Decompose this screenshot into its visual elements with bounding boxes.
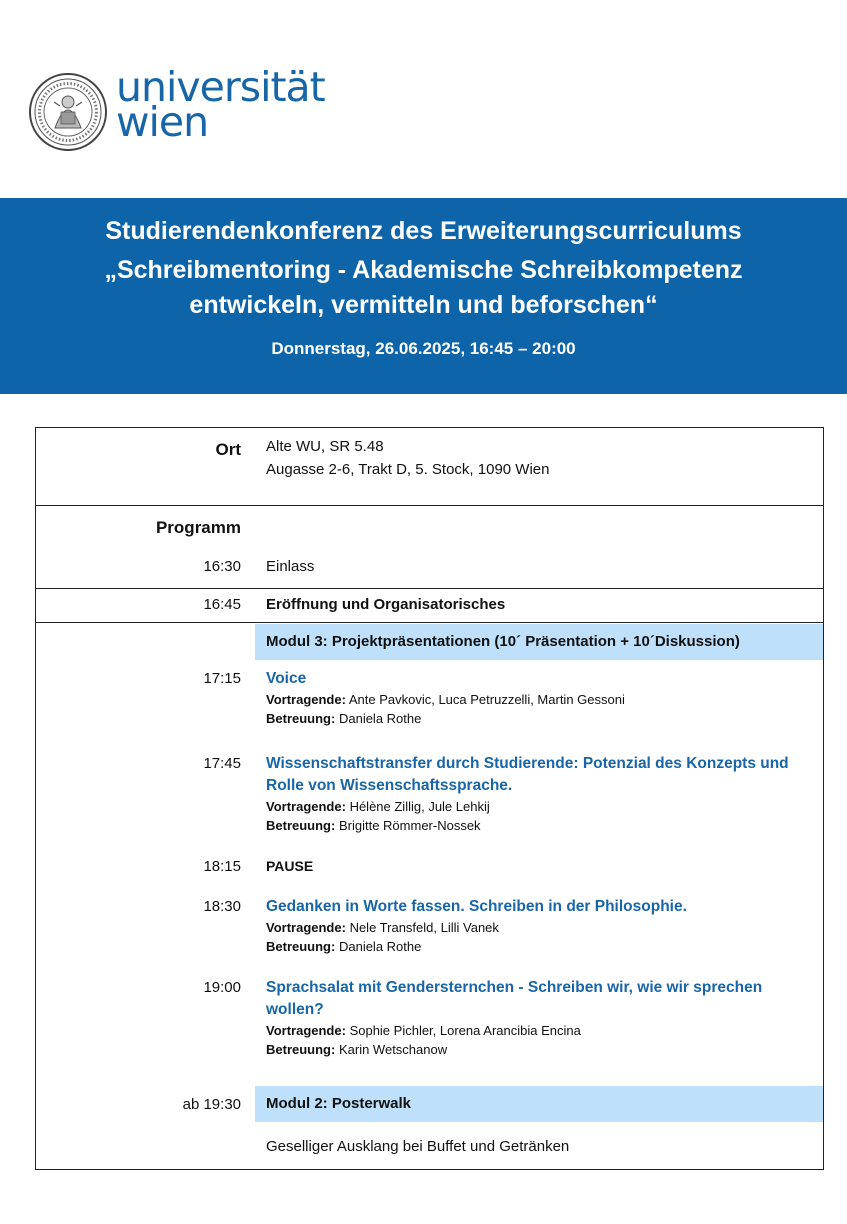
divider [36,588,823,589]
logo-wordmark [116,63,325,146]
talk-speakers: Vortragende: Sophie Pichler, Lorena Arancibia Encina [266,1023,581,1038]
program-label: Programm [155,518,241,537]
logo-line-1: universität [116,63,325,111]
talk-title: Gedanken in Worte fassen. Schreiben in der Philosophie. [266,898,687,915]
talk-speakers: Vortragende: Nele Transfeld, Lilli Vanek [266,920,499,935]
talk-entry [266,896,687,956]
talk-time: 19:00 [203,979,241,996]
talk-supervision: Betreuung: Brigitte Römmer-Nossek [266,818,481,833]
title-banner [0,198,847,394]
location-line-1: Alte WU, SR 5.48 [266,438,384,455]
closing-entry: Geselliger Ausklang bei Buffet und Getränken [266,1138,570,1155]
university-seal-icon [28,72,108,152]
talk-entry [266,977,762,1059]
banner-date: Donnerstag, 26.06.2025, 16:45 – 20:00 [271,339,576,358]
divider [36,622,823,623]
talk-time: 17:15 [203,670,241,687]
logo-line-2: wien [116,98,209,146]
pause-time: 18:15 [203,858,241,875]
banner-title-line-2: „Schreibmentoring - Akademische Schreibkompetenz [104,256,743,284]
entry-einlass: Einlass [266,558,315,575]
talk-title-line-1: Wissenschaftstransfer durch Studierende: Potenzial des Konzepts und [266,755,789,772]
talk-time: 17:45 [203,755,241,772]
location-label: Ort [215,440,241,459]
talk-speakers: Vortragende: Ante Pavkovic, Luca Petruzzelli, Martin Gessoni [266,692,625,707]
module-2-header: Modul 2: Posterwalk [255,1086,823,1122]
talk-title-line-2: wollen? [266,1001,324,1018]
university-logo [28,63,328,156]
program-table [35,427,824,1170]
talk-time: 18:30 [203,898,241,915]
entry-opening: Eröffnung und Organisatorisches [266,596,506,613]
module-2-time: ab 19:30 [182,1096,241,1113]
talk-title-line-1: Sprachsalat mit Gendersternchen - Schreiben wir, wie wir sprechen [266,979,763,996]
talk-entry [266,668,625,728]
talk-supervision: Betreuung: Daniela Rothe [266,939,422,954]
divider [36,505,823,506]
time-opening: 16:45 [203,596,241,613]
talk-supervision: Betreuung: Daniela Rothe [266,711,422,726]
banner-title-line-1: Studierendenkonferenz des Erweiterungscurriculums [105,217,742,245]
talk-entry [266,753,789,835]
time-einlass: 16:30 [203,558,241,575]
talk-title: Voice [266,670,307,687]
location-line-2: Augasse 2-6, Trakt D, 5. Stock, 1090 Wien [266,461,550,478]
banner-title-line-3: entwickeln, vermitteln und beforschen“ [189,291,658,319]
talk-title-line-2: Rolle von Wissenschaftssprache. [266,777,513,794]
talk-speakers: Vortragende: Hélène Zillig, Jule Lehkij [266,799,490,814]
module-3-header: Modul 3: Projektpräsentationen (10´ Präsentation + 10´Diskussion) [255,624,823,660]
talk-supervision: Betreuung: Karin Wetschanow [266,1042,448,1057]
pause-entry: PAUSE [266,858,314,874]
